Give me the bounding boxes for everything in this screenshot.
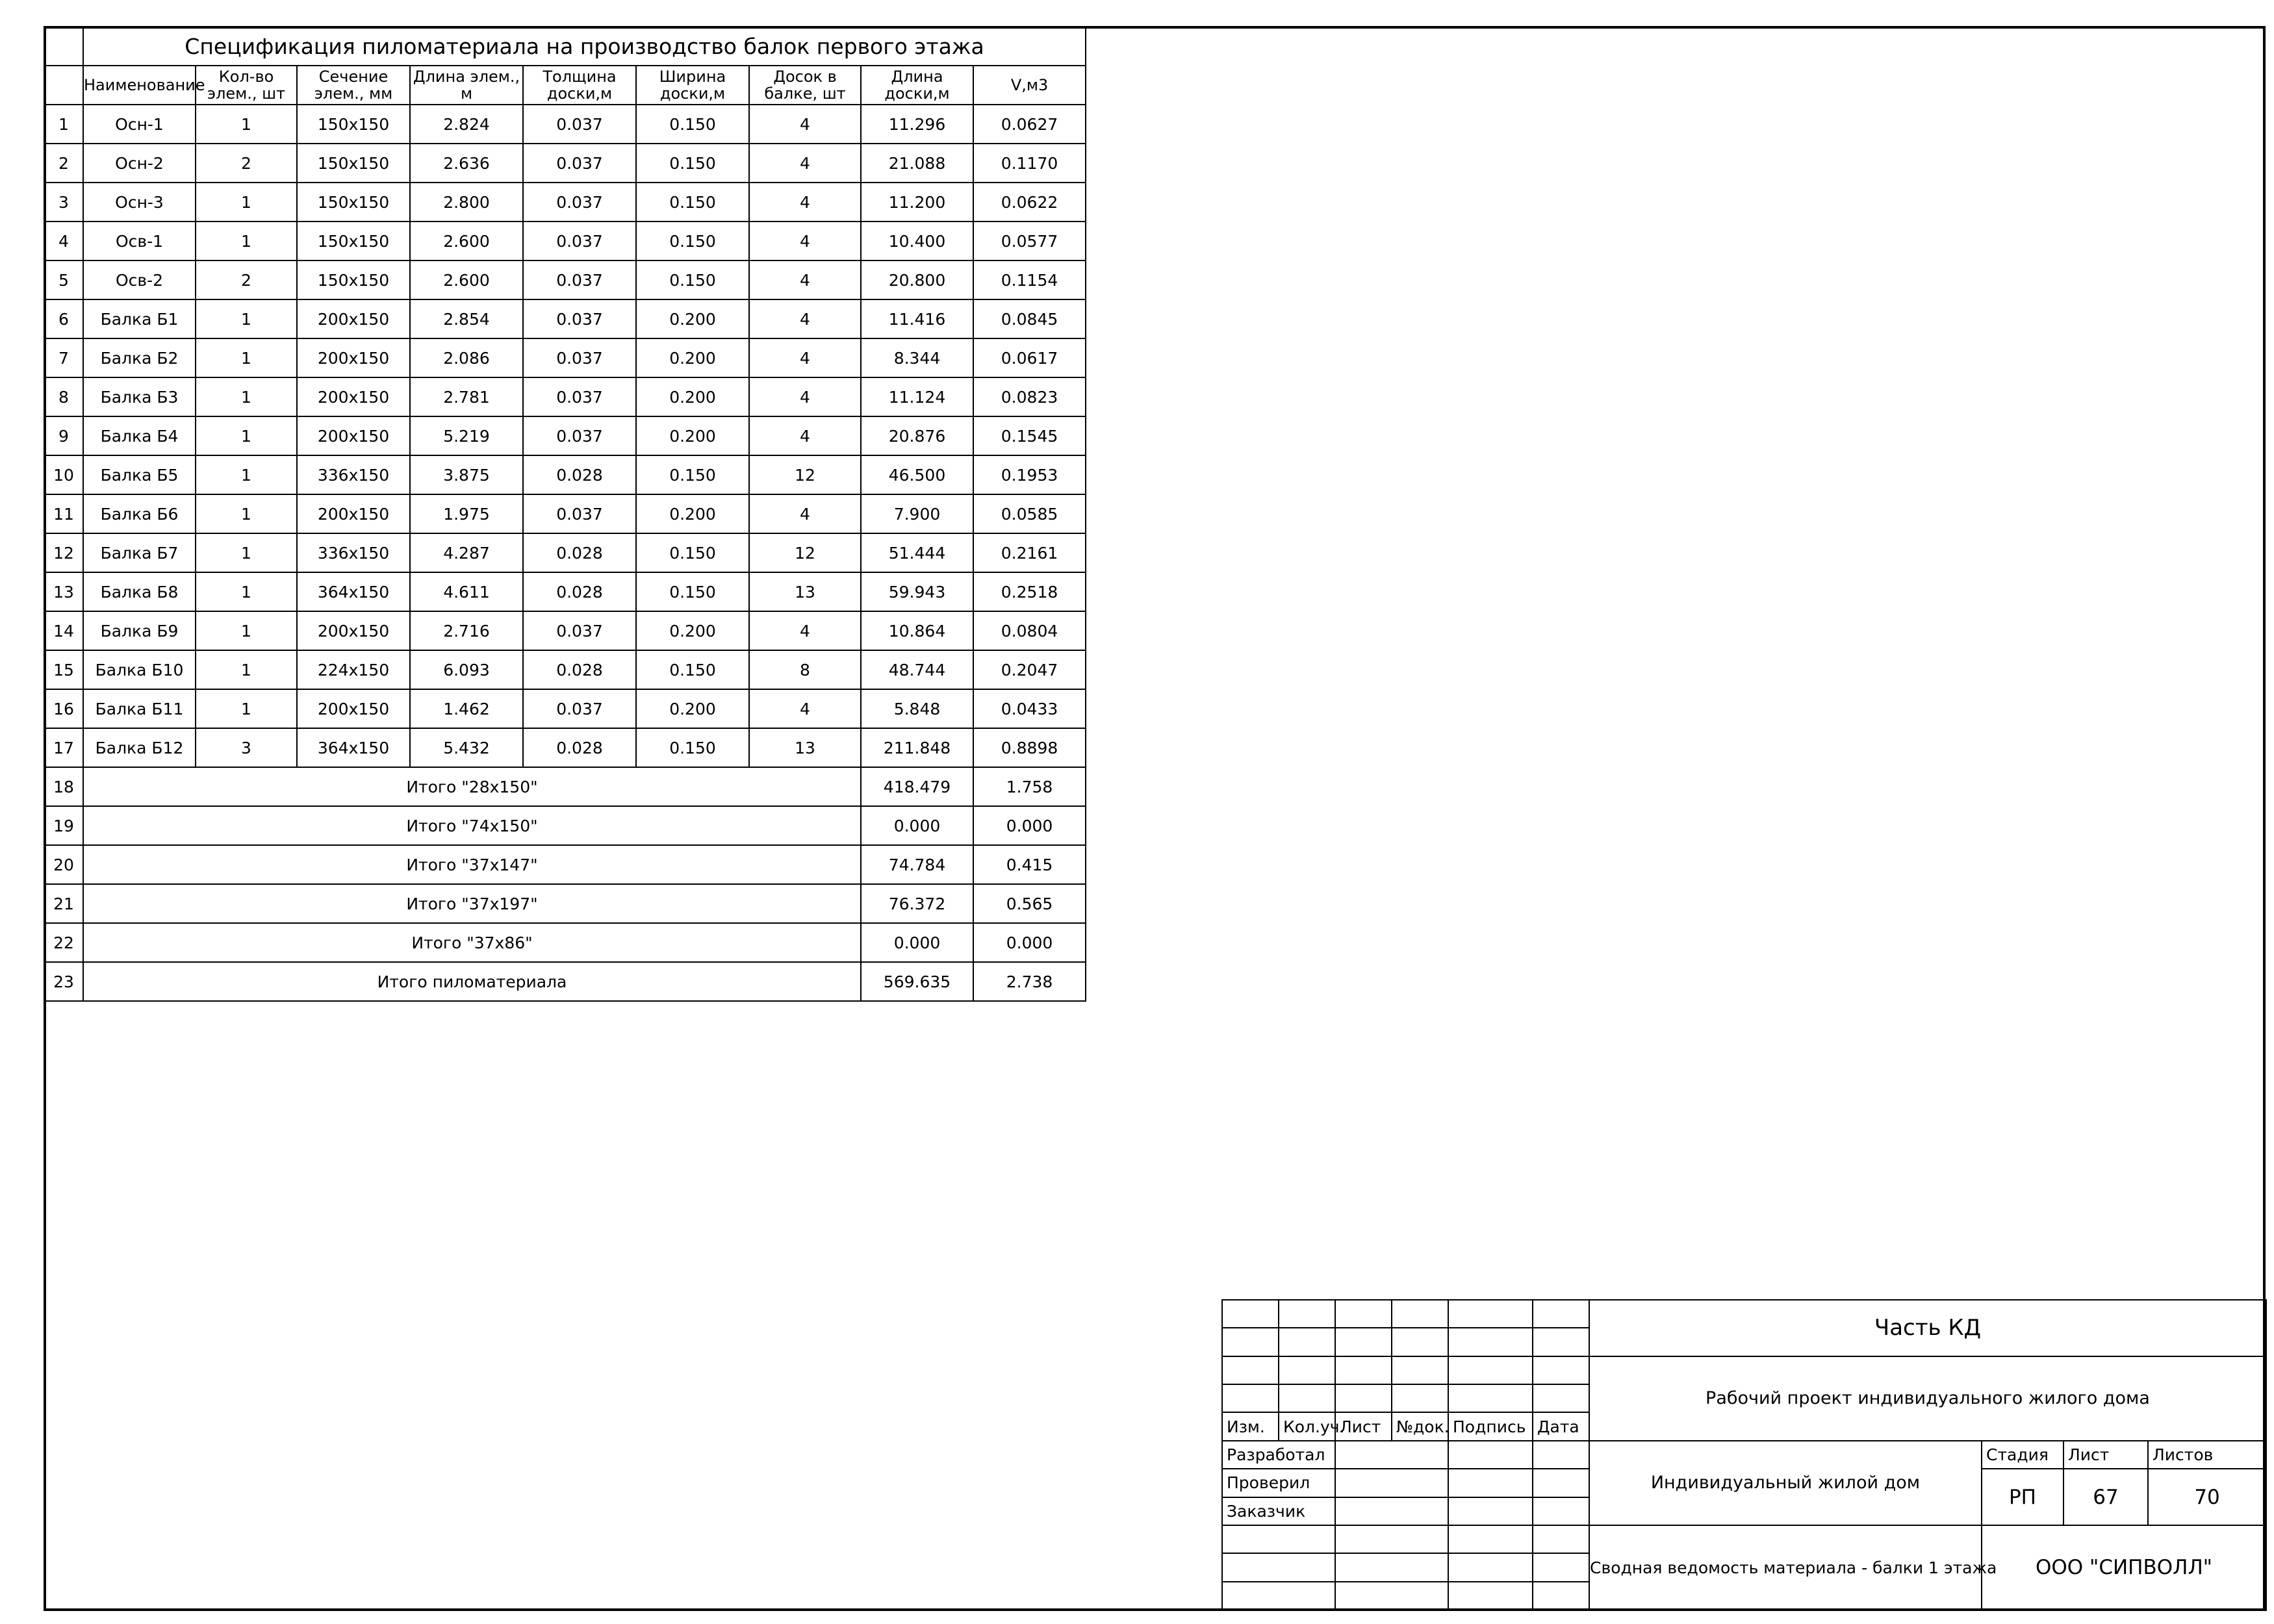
title-block [1221,1299,2267,1611]
board-length: 11.296 [861,105,973,144]
boards-count: 12 [749,455,861,494]
item-section: 200x150 [297,416,410,455]
item-name: Балка Б1 [83,299,196,338]
col-sheet: Лист [1335,1412,1392,1440]
board-length: 11.416 [861,299,973,338]
boards-count: 4 [749,260,861,299]
item-length: 6.093 [410,650,523,689]
item-quantity: 1 [196,494,297,533]
stamp-cell [1222,1553,1335,1581]
item-volume: 0.0627 [973,105,1086,144]
item-name: Осв-2 [83,260,196,299]
board-width: 0.150 [636,260,749,299]
item-length: 2.824 [410,105,523,144]
item-length: 2.800 [410,183,523,222]
stamp-cell [1335,1384,1392,1412]
boards-count: 4 [749,144,861,183]
item-length: 2.086 [410,338,523,377]
board-width: 0.150 [636,650,749,689]
stamp-cell [1448,1441,1533,1469]
item-section: 200x150 [297,338,410,377]
item-length: 2.781 [410,377,523,416]
total-board-length: 418.479 [861,767,973,806]
item-length: 4.287 [410,533,523,572]
stage-value: РП [1982,1469,2063,1525]
table-row [44,105,1086,144]
item-name: Осн-3 [83,183,196,222]
row-number: 16 [44,689,83,728]
stamp-cell [1335,1582,1448,1610]
row-number: 1 [44,105,83,144]
board-length: 21.088 [861,144,973,183]
total-volume: 0.000 [973,806,1086,845]
total-row [44,806,1086,845]
stamp-cell [1392,1328,1448,1356]
item-quantity: 1 [196,455,297,494]
sheet-label: Лист [2063,1441,2148,1469]
stamp-cell [1222,1525,1335,1553]
board-thickness: 0.037 [523,183,636,222]
table-row [44,650,1086,689]
object-name: Индивидуальный жилой дом [1589,1441,1982,1525]
item-name: Балка Б8 [83,572,196,611]
row-number: 20 [44,845,83,884]
item-name: Балка Б5 [83,455,196,494]
table-row [44,183,1086,222]
stamp-cell [1335,1300,1392,1328]
item-length: 2.716 [410,611,523,650]
organization-name: ООО "СИПВОЛЛ" [1982,1525,2266,1610]
item-quantity: 1 [196,416,297,455]
header-name: Наименование [83,66,196,105]
row-number: 8 [44,377,83,416]
item-length: 2.854 [410,299,523,338]
total-board-length: 74.784 [861,845,973,884]
board-thickness: 0.037 [523,338,636,377]
total-label: Итого "28x150" [83,767,861,806]
row-number: 22 [44,923,83,962]
header-board-width: Ширина доски,м [636,66,749,105]
stamp-cell [1392,1356,1448,1384]
item-name: Балка Б9 [83,611,196,650]
col-doc-number: №док. [1392,1412,1448,1440]
board-width: 0.200 [636,416,749,455]
item-volume: 0.0433 [973,689,1086,728]
total-volume: 0.415 [973,845,1086,884]
row-number: 10 [44,455,83,494]
board-thickness: 0.037 [523,222,636,260]
item-length: 2.600 [410,222,523,260]
board-length: 10.400 [861,222,973,260]
total-label: Итого "37x147" [83,845,861,884]
stamp-cell [1533,1300,1589,1328]
board-length: 48.744 [861,650,973,689]
total-row [44,884,1086,923]
board-thickness: 0.037 [523,105,636,144]
board-width: 0.150 [636,105,749,144]
item-section: 200x150 [297,377,410,416]
table-row [44,455,1086,494]
header-section: Сечение элем., мм [297,66,410,105]
row-number: 12 [44,533,83,572]
item-section: 200x150 [297,299,410,338]
header-board-length: Длина доски,м [861,66,973,105]
table-row [44,728,1086,767]
stamp-cell [1335,1497,1448,1525]
item-name: Балка Б11 [83,689,196,728]
board-width: 0.150 [636,222,749,260]
item-volume: 0.1170 [973,144,1086,183]
col-date: Дата [1533,1412,1589,1440]
boards-count: 13 [749,728,861,767]
boards-count: 4 [749,689,861,728]
board-length: 211.848 [861,728,973,767]
item-volume: 0.0845 [973,299,1086,338]
stamp-cell [1448,1525,1533,1553]
board-width: 0.150 [636,144,749,183]
boards-count: 4 [749,183,861,222]
table-row [44,222,1086,260]
item-quantity: 1 [196,572,297,611]
row-number: 2 [44,144,83,183]
board-length: 11.124 [861,377,973,416]
row-number: 4 [44,222,83,260]
item-section: 336x150 [297,533,410,572]
header-element-length: Длина элем., м [410,66,523,105]
item-section: 200x150 [297,611,410,650]
board-thickness: 0.037 [523,416,636,455]
row-number: 7 [44,338,83,377]
stamp-cell [1392,1300,1448,1328]
board-length: 59.943 [861,572,973,611]
board-thickness: 0.028 [523,533,636,572]
boards-count: 4 [749,416,861,455]
total-board-length: 569.635 [861,962,973,1001]
stamp-cell [1279,1384,1335,1412]
stamp-cell [1279,1300,1335,1328]
stamp-cell [1533,1384,1589,1412]
table-row [44,533,1086,572]
item-quantity: 1 [196,222,297,260]
item-section: 364x150 [297,728,410,767]
lumber-specification-table [44,26,1086,1002]
board-thickness: 0.037 [523,144,636,183]
item-quantity: 2 [196,260,297,299]
item-section: 150x150 [297,144,410,183]
boards-count: 4 [749,105,861,144]
stage-label: Стадия [1982,1441,2063,1469]
row-number: 23 [44,962,83,1001]
item-section: 150x150 [297,260,410,299]
row-number: 15 [44,650,83,689]
total-row [44,923,1086,962]
table-row [44,572,1086,611]
total-volume: 2.738 [973,962,1086,1001]
item-name: Осв-1 [83,222,196,260]
row-number: 14 [44,611,83,650]
table-row [44,144,1086,183]
boards-count: 4 [749,338,861,377]
stamp-cell [1335,1553,1448,1581]
total-label: Итого "37x86" [83,923,861,962]
item-quantity: 1 [196,611,297,650]
item-volume: 0.0804 [973,611,1086,650]
stamp-cell [1448,1300,1533,1328]
role-checker: Проверил [1222,1469,1335,1497]
board-thickness: 0.028 [523,572,636,611]
item-section: 150x150 [297,222,410,260]
board-width: 0.200 [636,299,749,338]
item-section: 364x150 [297,572,410,611]
total-label: Итого "37x197" [83,884,861,923]
total-volume: 0.000 [973,923,1086,962]
board-thickness: 0.037 [523,377,636,416]
header-index-cell [44,66,83,105]
board-length: 11.200 [861,183,973,222]
row-number: 13 [44,572,83,611]
table-row [44,377,1086,416]
boards-count: 12 [749,533,861,572]
board-width: 0.200 [636,611,749,650]
item-section: 336x150 [297,455,410,494]
total-row [44,845,1086,884]
row-number: 9 [44,416,83,455]
row-number: 21 [44,884,83,923]
total-board-length: 76.372 [861,884,973,923]
total-label: Итого пиломатериала [83,962,861,1001]
boards-count: 4 [749,494,861,533]
row-number: 11 [44,494,83,533]
sheets-label: Листов [2148,1441,2266,1469]
stamp-cell [1222,1300,1279,1328]
table-row [44,494,1086,533]
title-corner-cell [44,27,83,66]
stamp-cell [1335,1328,1392,1356]
stamp-cell [1533,1356,1589,1384]
boards-count: 13 [749,572,861,611]
item-volume: 0.1154 [973,260,1086,299]
total-board-length: 0.000 [861,923,973,962]
item-quantity: 1 [196,338,297,377]
stamp-cell [1222,1582,1335,1610]
stamp-cell [1533,1525,1589,1553]
board-thickness: 0.037 [523,689,636,728]
item-length: 3.875 [410,455,523,494]
header-board-thickness: Толщина доски,м [523,66,636,105]
item-quantity: 1 [196,689,297,728]
item-name: Балка Б7 [83,533,196,572]
item-volume: 0.0577 [973,222,1086,260]
role-developer: Разработал [1222,1441,1335,1469]
stamp-cell [1392,1384,1448,1412]
stamp-cell [1448,1328,1533,1356]
col-change-count: Кол.уч. [1279,1412,1335,1440]
stamp-cell [1533,1553,1589,1581]
total-board-length: 0.000 [861,806,973,845]
item-section: 224x150 [297,650,410,689]
stamp-cell [1448,1497,1533,1525]
item-quantity: 3 [196,728,297,767]
header-volume: V,м3 [973,66,1086,105]
stamp-cell [1533,1469,1589,1497]
row-number: 6 [44,299,83,338]
header-row [44,66,1086,105]
row-number: 17 [44,728,83,767]
board-thickness: 0.037 [523,494,636,533]
stamp-cell [1448,1356,1533,1384]
row-number: 19 [44,806,83,845]
table-row [44,416,1086,455]
stamp-cell [1533,1328,1589,1356]
stamp-cell [1335,1441,1448,1469]
item-name: Балка Б6 [83,494,196,533]
stamp-cell [1335,1356,1392,1384]
item-length: 1.462 [410,689,523,728]
item-section: 150x150 [297,105,410,144]
item-quantity: 1 [196,105,297,144]
board-length: 10.864 [861,611,973,650]
header-quantity: Кол-во элем., шт [196,66,297,105]
board-width: 0.200 [636,689,749,728]
table-row [44,260,1086,299]
item-volume: 0.0823 [973,377,1086,416]
item-quantity: 1 [196,299,297,338]
row-number: 5 [44,260,83,299]
item-volume: 0.2047 [973,650,1086,689]
table-row [44,611,1086,650]
col-signature: Подпись [1448,1412,1533,1440]
board-thickness: 0.037 [523,611,636,650]
item-section: 150x150 [297,183,410,222]
table-title: Спецификация пиломатериала на производство балок первого этажа [83,27,1086,66]
board-thickness: 0.037 [523,260,636,299]
board-length: 46.500 [861,455,973,494]
item-quantity: 1 [196,650,297,689]
item-volume: 0.0585 [973,494,1086,533]
stamp-cell [1279,1328,1335,1356]
total-row [44,962,1086,1001]
item-volume: 0.2518 [973,572,1086,611]
board-thickness: 0.028 [523,650,636,689]
sheet-value: 67 [2063,1469,2148,1525]
stamp-cell [1533,1582,1589,1610]
item-length: 5.432 [410,728,523,767]
table-row [44,338,1086,377]
item-volume: 0.8898 [973,728,1086,767]
total-label: Итого "74x150" [83,806,861,845]
table-row [44,689,1086,728]
item-name: Осн-1 [83,105,196,144]
board-thickness: 0.028 [523,728,636,767]
sheet-title: Сводная ведомость материала - балки 1 этажа [1589,1525,1982,1610]
board-width: 0.150 [636,572,749,611]
total-volume: 1.758 [973,767,1086,806]
stamp-cell [1533,1441,1589,1469]
item-volume: 0.1545 [973,416,1086,455]
item-volume: 0.0617 [973,338,1086,377]
item-volume: 0.1953 [973,455,1086,494]
total-row [44,767,1086,806]
item-name: Балка Б4 [83,416,196,455]
board-thickness: 0.037 [523,299,636,338]
stamp-cell [1335,1469,1448,1497]
board-length: 20.876 [861,416,973,455]
board-width: 0.150 [636,455,749,494]
board-length: 20.800 [861,260,973,299]
board-length: 7.900 [861,494,973,533]
document-part: Часть КД [1589,1300,2266,1356]
boards-count: 4 [749,222,861,260]
stamp-cell [1448,1553,1533,1581]
stamp-cell [1533,1497,1589,1525]
board-width: 0.200 [636,377,749,416]
item-quantity: 1 [196,533,297,572]
sheets-value: 70 [2148,1469,2266,1525]
table-row [44,299,1086,338]
boards-count: 4 [749,611,861,650]
stamp-cell [1222,1328,1279,1356]
stamp-cell [1448,1469,1533,1497]
stamp-cell [1222,1356,1279,1384]
col-revision: Изм. [1222,1412,1279,1440]
total-volume: 0.565 [973,884,1086,923]
boards-count: 4 [749,299,861,338]
item-section: 200x150 [297,689,410,728]
item-length: 2.600 [410,260,523,299]
boards-count: 4 [749,377,861,416]
header-boards-per-beam: Досок в балке, шт [749,66,861,105]
stamp-cell [1222,1384,1279,1412]
board-width: 0.200 [636,338,749,377]
board-length: 5.848 [861,689,973,728]
board-length: 8.344 [861,338,973,377]
stamp-cell [1335,1525,1448,1553]
stamp-cell [1279,1356,1335,1384]
item-name: Балка Б3 [83,377,196,416]
item-name: Балка Б10 [83,650,196,689]
item-name: Балка Б2 [83,338,196,377]
item-quantity: 1 [196,377,297,416]
item-section: 200x150 [297,494,410,533]
item-length: 1.975 [410,494,523,533]
project-name: Рабочий проект индивидуального жилого дома [1589,1356,2266,1441]
stamp-cell [1448,1582,1533,1610]
item-length: 5.219 [410,416,523,455]
item-name: Балка Б12 [83,728,196,767]
board-length: 51.444 [861,533,973,572]
board-width: 0.150 [636,728,749,767]
stamp-cell [1448,1384,1533,1412]
boards-count: 8 [749,650,861,689]
row-number: 18 [44,767,83,806]
item-quantity: 2 [196,144,297,183]
row-number: 3 [44,183,83,222]
board-width: 0.200 [636,494,749,533]
item-length: 4.611 [410,572,523,611]
item-volume: 0.0622 [973,183,1086,222]
board-width: 0.150 [636,183,749,222]
role-customer: Заказчик [1222,1497,1335,1525]
item-name: Осн-2 [83,144,196,183]
item-length: 2.636 [410,144,523,183]
board-width: 0.150 [636,533,749,572]
item-volume: 0.2161 [973,533,1086,572]
board-thickness: 0.028 [523,455,636,494]
item-quantity: 1 [196,183,297,222]
